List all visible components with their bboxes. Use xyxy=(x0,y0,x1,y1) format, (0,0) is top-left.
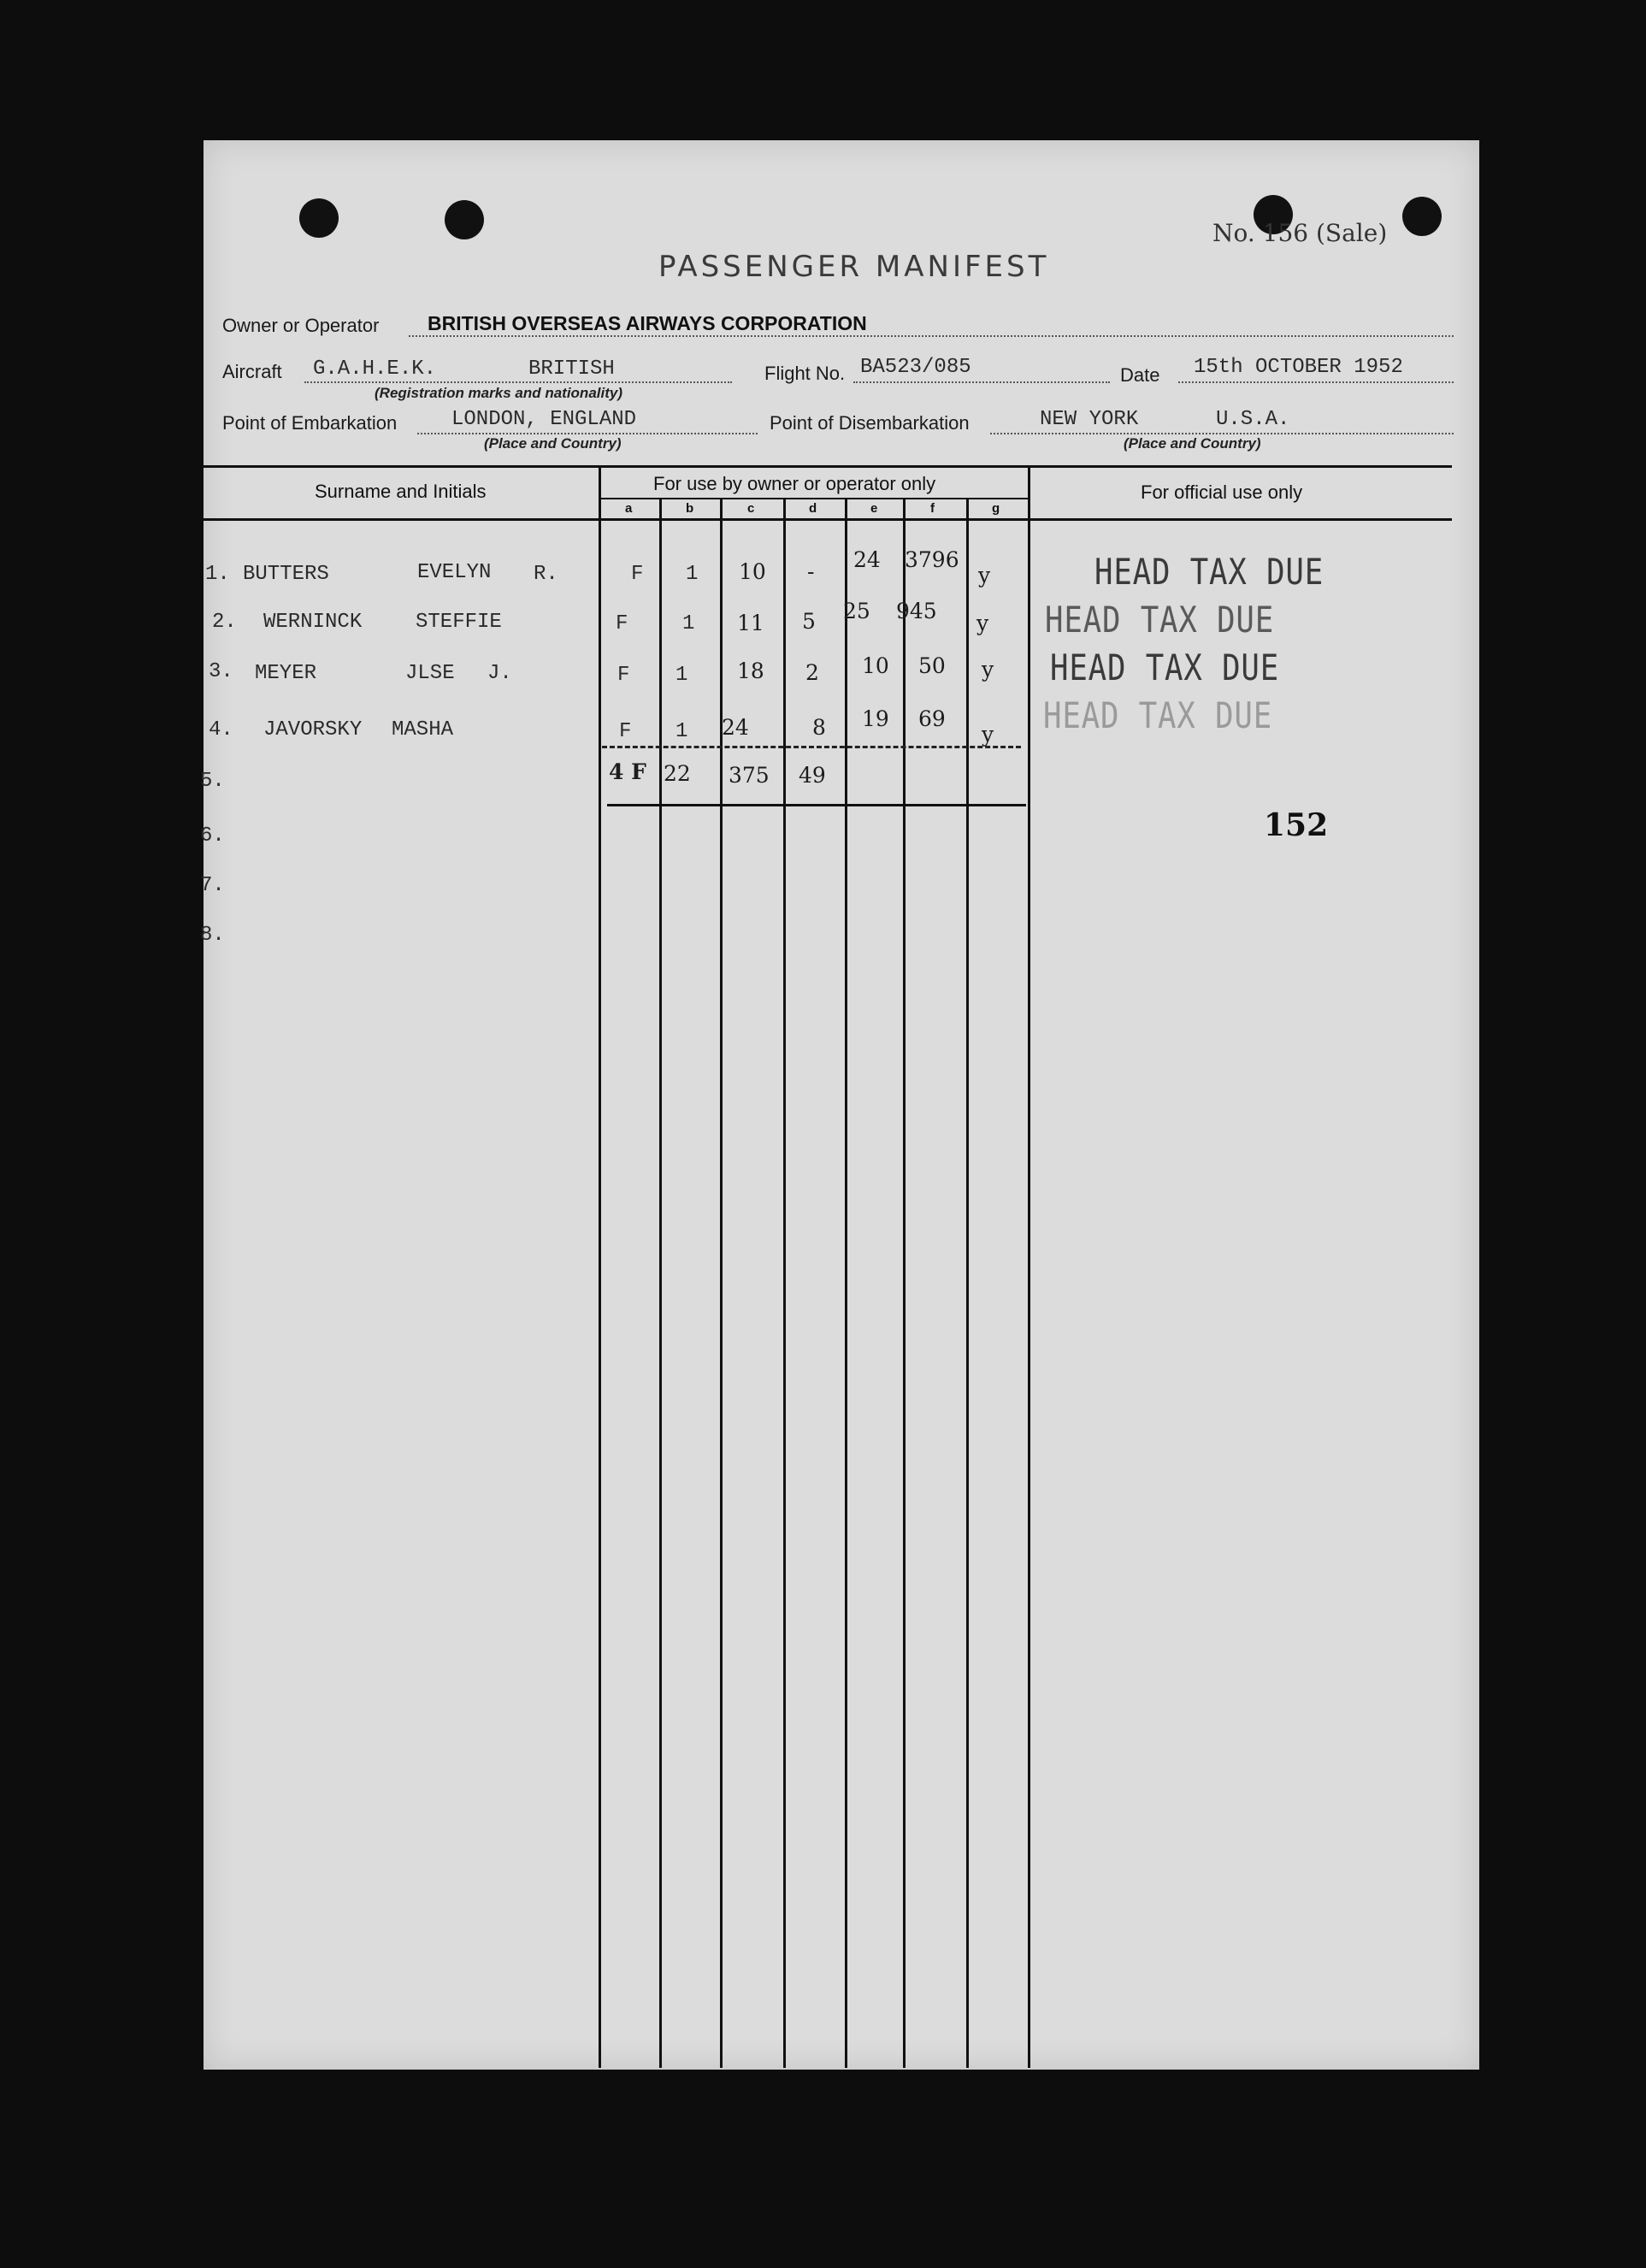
total-a: 4 F xyxy=(609,759,646,784)
flight-dotline xyxy=(853,381,1110,383)
subcol-c: c xyxy=(747,501,755,516)
subcol-b: b xyxy=(686,501,694,516)
cell-c: 11 xyxy=(737,611,764,635)
row-number: 1. xyxy=(205,563,230,586)
stamped-number: 152 xyxy=(1264,807,1329,843)
cell-e: 19 xyxy=(862,706,889,731)
total-b: 22 xyxy=(664,761,691,786)
head-tax-stamp: HEAD TAX DUE xyxy=(1094,551,1324,593)
punch-hole xyxy=(299,198,339,238)
aircraft-registration: G.A.H.E.K. xyxy=(313,357,437,381)
cell-g: y xyxy=(982,657,994,682)
cell-e: 24 xyxy=(853,547,881,572)
passenger-surname: WERNINCK xyxy=(263,611,363,634)
table-top-rule xyxy=(204,465,1452,468)
head-tax-stamp: HEAD TAX DUE xyxy=(1050,647,1280,688)
cell-b: 1 xyxy=(676,720,688,743)
date-label: Date xyxy=(1120,364,1160,386)
subcol-rule xyxy=(599,498,1029,499)
cell-d: - xyxy=(807,559,815,584)
cell-b: 1 xyxy=(686,563,699,586)
aircraft-label: Aircraft xyxy=(222,361,282,382)
col-divider xyxy=(845,498,847,2068)
cell-g: y xyxy=(976,611,989,635)
flight-value: BA523/085 xyxy=(860,356,971,379)
form-number: No. 156 (Sale) xyxy=(1212,219,1388,247)
aircraft-dotline xyxy=(304,381,732,383)
row-number: 4. xyxy=(209,718,233,741)
cell-c: 18 xyxy=(737,659,764,683)
row-number: 3. xyxy=(209,660,233,683)
passenger-given-name: STEFFIE xyxy=(416,611,502,634)
col-divider xyxy=(903,498,906,2068)
cell-d: 2 xyxy=(805,660,819,685)
total-d: 49 xyxy=(799,763,826,788)
disembarkation-country: U.S.A. xyxy=(1216,408,1290,431)
flight-label: Flight No. xyxy=(764,363,846,384)
col-divider xyxy=(659,498,662,2068)
row-number: 6. xyxy=(200,824,225,848)
cell-c: 24 xyxy=(722,715,749,740)
cell-f: 69 xyxy=(918,706,946,731)
embarkation-note: (Place and Country) xyxy=(484,435,622,452)
col-divider xyxy=(1028,465,1030,2068)
cell-d: 5 xyxy=(802,609,816,634)
cell-g: y xyxy=(978,563,991,588)
cell-f: 945 xyxy=(896,599,937,623)
disembarkation-note: (Place and Country) xyxy=(1124,435,1261,452)
passenger-given-name: JLSE xyxy=(405,662,455,685)
cell-d: 8 xyxy=(812,715,826,740)
date-value: 15th OCTOBER 1952 xyxy=(1194,356,1403,379)
embarkation-label: Point of Embarkation xyxy=(222,412,398,434)
totals-rule xyxy=(607,804,1026,806)
total-c: 375 xyxy=(729,763,770,788)
punch-hole xyxy=(445,200,484,239)
passenger-given-name: MASHA xyxy=(392,718,454,741)
header-operator: For use by owner or operator only xyxy=(653,473,936,494)
aircraft-note: (Registration marks and nationality) xyxy=(375,385,622,401)
owner-dotline xyxy=(409,335,1454,337)
cell-a: F xyxy=(617,664,630,687)
row4-dashed-rule xyxy=(602,746,1021,748)
subcol-e: e xyxy=(870,501,878,516)
header-official: For official use only xyxy=(1141,481,1303,503)
header-surname: Surname and Initials xyxy=(315,481,487,502)
cell-f: 50 xyxy=(918,653,946,678)
subcol-a: a xyxy=(625,501,633,516)
owner-label: Owner or Operator xyxy=(222,315,380,336)
disembarkation-dotline xyxy=(990,433,1454,434)
passenger-given-name: EVELYN xyxy=(417,561,492,584)
passenger-surname: MEYER xyxy=(255,662,317,685)
manifest-page xyxy=(200,140,1479,2070)
embarkation-dotline xyxy=(417,433,758,434)
disembarkation-place: NEW YORK xyxy=(1040,408,1139,431)
subcol-f: f xyxy=(930,501,935,516)
col-divider xyxy=(783,498,786,2068)
page-title: PASSENGER MANIFEST xyxy=(658,250,1050,284)
cell-f: 3796 xyxy=(905,547,959,572)
punch-hole xyxy=(1402,197,1442,236)
cell-a: F xyxy=(631,563,644,586)
aircraft-nationality: BRITISH xyxy=(528,357,615,381)
passenger-surname: BUTTERS xyxy=(243,563,329,586)
cell-g: y xyxy=(982,722,994,747)
row-number: 7. xyxy=(200,874,225,897)
passenger-initial: R. xyxy=(534,563,558,586)
date-dotline xyxy=(1178,381,1454,383)
cell-b: 1 xyxy=(676,664,688,687)
col-divider xyxy=(966,498,969,2068)
head-tax-stamp: HEAD TAX DUE xyxy=(1045,599,1275,641)
subcol-d: d xyxy=(809,501,817,516)
row-number: 8. xyxy=(200,924,225,947)
cell-b: 1 xyxy=(682,612,695,635)
disembarkation-label: Point of Disembarkation xyxy=(770,412,970,434)
head-tax-stamp: HEAD TAX DUE xyxy=(1043,694,1273,736)
row-number: 5. xyxy=(200,770,225,793)
owner-value: BRITISH OVERSEAS AIRWAYS CORPORATION xyxy=(428,312,867,334)
embarkation-place: LONDON, ENGLAND xyxy=(451,408,637,431)
cell-e: 10 xyxy=(862,653,889,678)
subcol-g: g xyxy=(992,501,1000,516)
cell-e: 25 xyxy=(843,599,870,623)
cell-a: F xyxy=(619,720,632,743)
cell-c: 10 xyxy=(739,559,766,584)
col-divider xyxy=(599,465,601,2068)
cell-a: F xyxy=(616,612,628,635)
passenger-surname: JAVORSKY xyxy=(263,718,363,741)
passenger-initial: J. xyxy=(487,662,512,685)
row-number: 2. xyxy=(212,611,237,634)
header-bottom-rule xyxy=(204,518,1452,521)
